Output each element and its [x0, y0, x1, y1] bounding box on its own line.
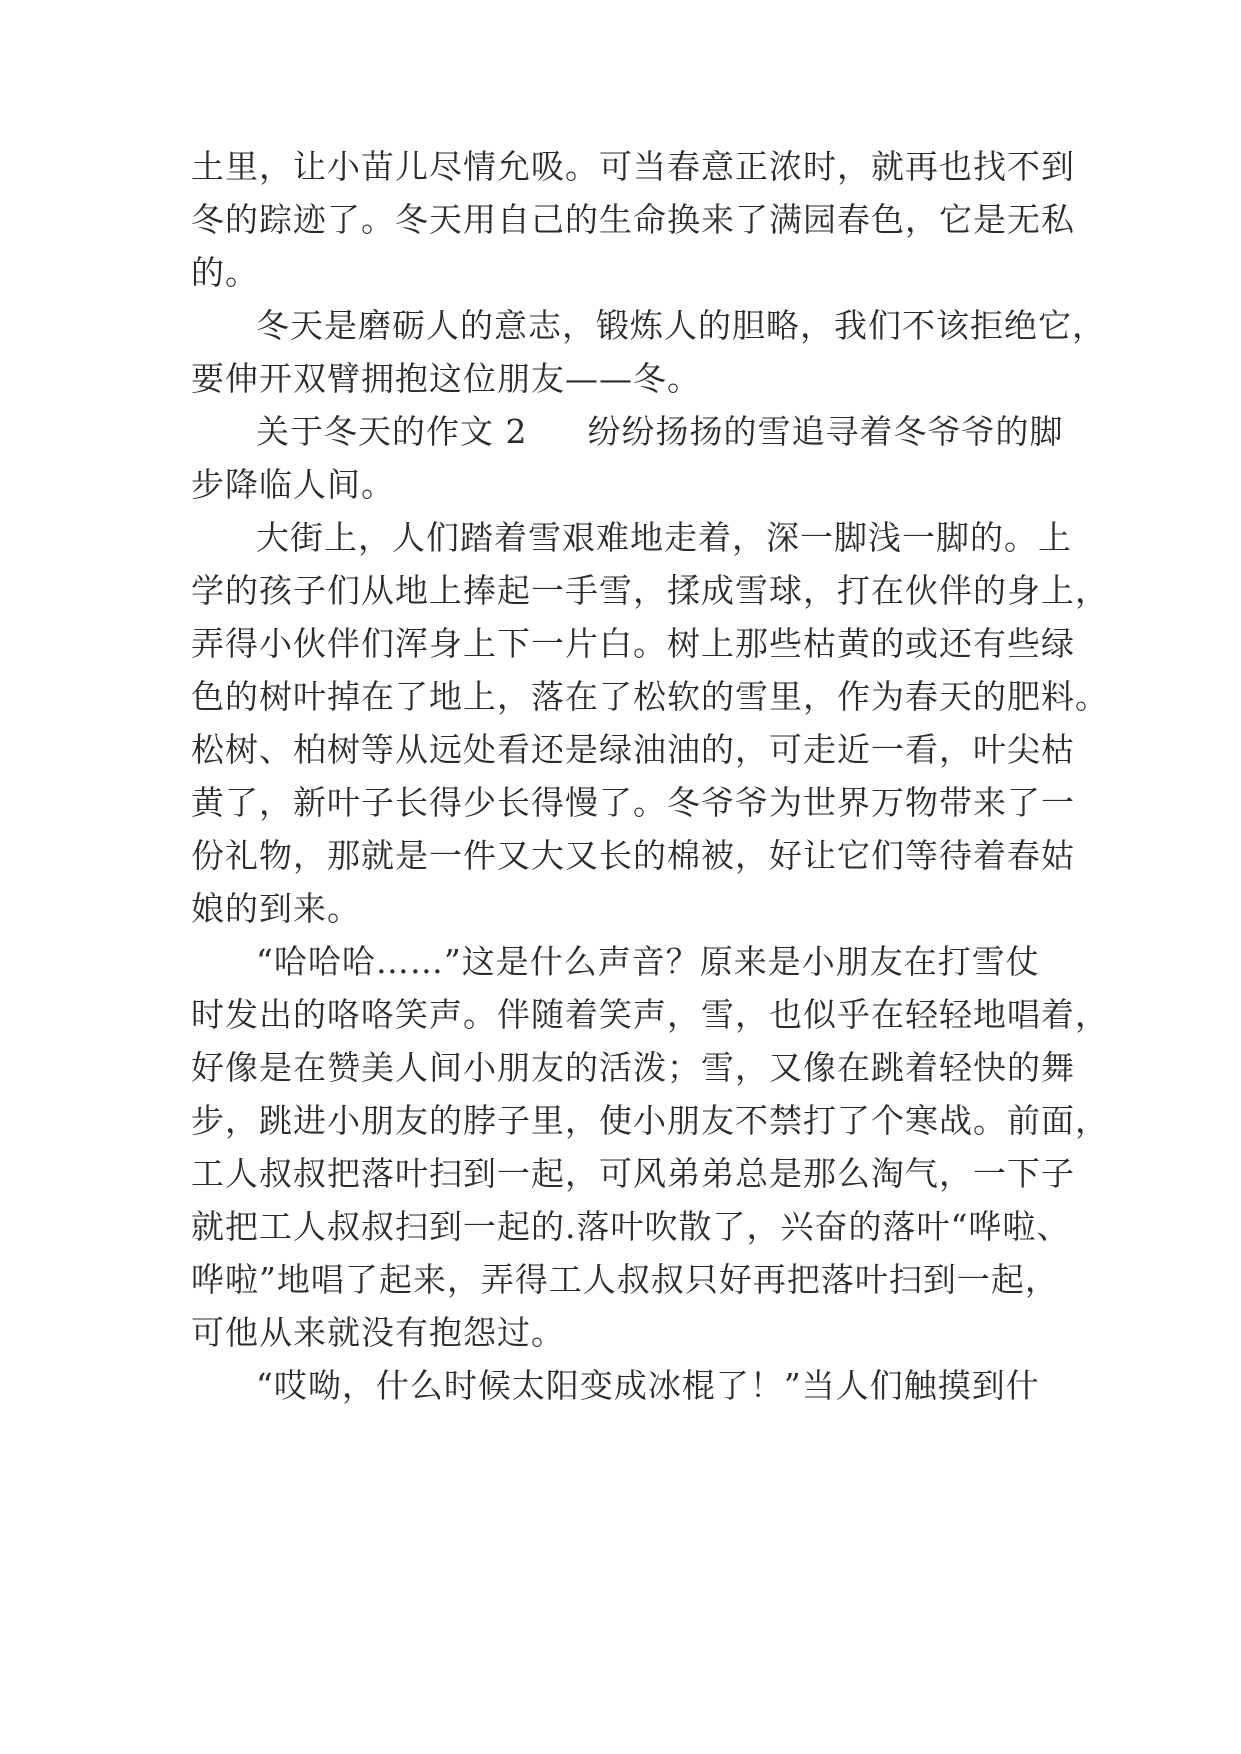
text-line: 黄了，新叶子长得少长得慢了。冬爷爷为世界万物带来了一	[191, 783, 1075, 822]
text-line: 娘的到来。	[191, 889, 361, 928]
text-line: 步降临人间。	[191, 465, 395, 504]
text-line: 弄得小伙伴们浑身上下一片白。树上那些枯黄的或还有些绿	[191, 624, 1075, 663]
text-line: 的。	[191, 253, 259, 292]
text-line: 大街上，人们踏着雪艰难地走着，深一脚浅一脚的。上	[256, 518, 1072, 557]
text-line: 好像是在赞美人间小朋友的活泼；雪，又像在跳着轻快的舞	[191, 1048, 1075, 1087]
essay-first-sentence: 纷纷扬扬的雪追寻着冬爷爷的脚	[587, 412, 1064, 451]
text-line: 哗啦”地唱了起来，弄得工人叔叔只好再把落叶扫到一起，	[191, 1260, 1059, 1299]
essay-heading: 关于冬天的作文 2	[256, 412, 528, 451]
text-line: “哈哈哈……”这是什么声音？原来是小朋友在打雪仗	[256, 942, 1040, 981]
text-line: 工人叔叔把落叶扫到一起，可风弟弟总是那么淘气，一下子	[191, 1154, 1075, 1193]
text-line: 松树、柏树等从远处看还是绿油油的，可走近一看，叶尖枯	[191, 730, 1075, 769]
text-line: 步，跳进小朋友的脖子里，使小朋友不禁打了个寒战。前面，	[191, 1101, 1109, 1140]
text-line: 土里，让小苗儿尽情允吸。可当春意正浓时，就再也找不到	[191, 147, 1075, 186]
text-line: 色的树叶掉在了地上，落在了松软的雪里，作为春天的肥料。	[191, 677, 1109, 716]
text-line: 要伸开双臂拥抱这位朋友——冬。	[191, 359, 701, 398]
text-line: 就把工人叔叔扫到一起的.落叶吹散了，兴奋的落叶“哗啦、	[191, 1207, 1071, 1246]
text-line: “哎呦，什么时候太阳变成冰棍了！”当人们触摸到什	[256, 1366, 1040, 1405]
text-line: 份礼物，那就是一件又大又长的棉被，好让它们等待着春姑	[191, 836, 1075, 875]
essay-heading-line	[256, 412, 1064, 452]
text-line: 冬的踪迹了。冬天用自己的生命换来了满园春色，它是无私	[191, 200, 1075, 239]
text-line: 学的孩子们从地上捧起一手雪，揉成雪球，打在伙伴的身上，	[191, 571, 1109, 610]
text-line: 可他从来就没有抱怨过。	[191, 1313, 565, 1352]
text-line: 冬天是磨砺人的意志，锻炼人的胆略，我们不该拒绝它，	[256, 306, 1106, 345]
text-line: 时发出的咯咯笑声。伴随着笑声，雪，也似乎在轻轻地唱着，	[191, 995, 1109, 1034]
